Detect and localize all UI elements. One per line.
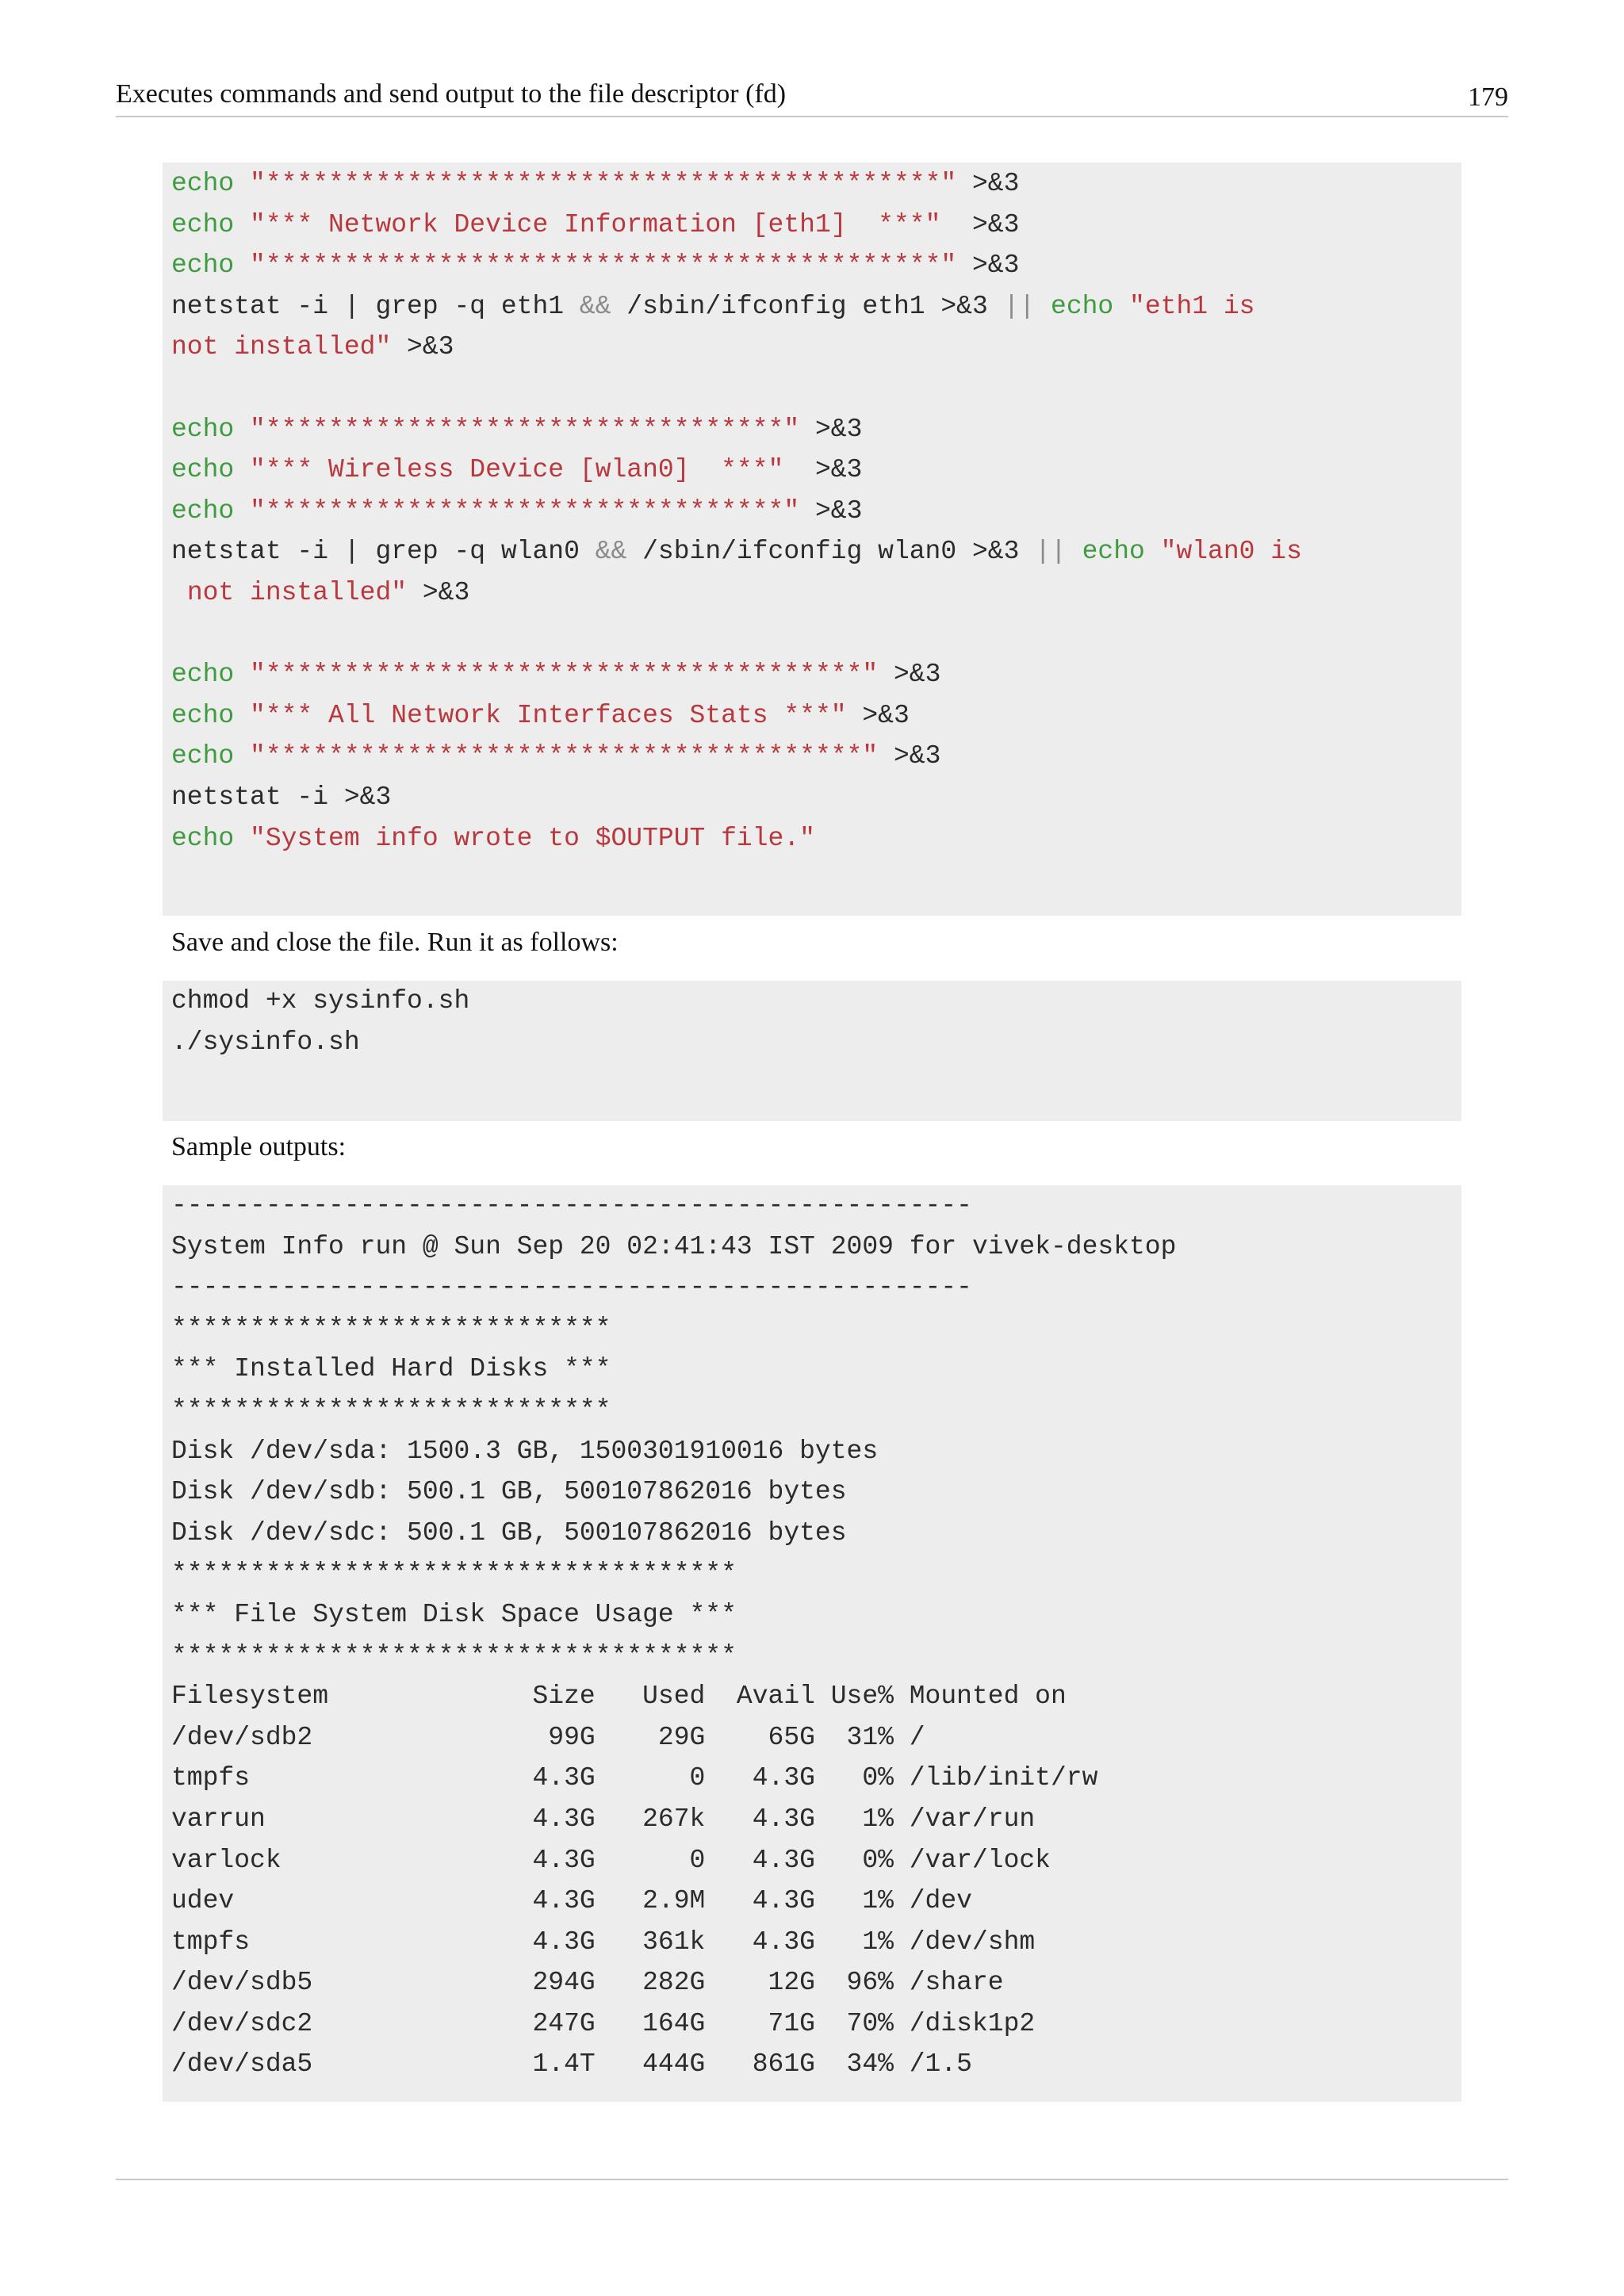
script-code-block	[163, 163, 1461, 916]
code-text: >&3	[407, 577, 470, 607]
code-string: "**************************************"	[250, 741, 879, 771]
output-line: ************************************	[171, 1559, 737, 1589]
code-keyword: echo	[171, 741, 235, 771]
code-keyword: echo	[171, 169, 235, 198]
code-text: netstat -i >&3	[171, 782, 392, 812]
running-title: Executes commands and send output to the file descriptor (fd)	[116, 79, 787, 109]
code-keyword: echo	[171, 414, 235, 444]
output-line: varlock 4.3G 0 4.3G 0% /var/lock	[171, 1845, 1051, 1875]
code-text	[234, 741, 250, 771]
code-text: >&3	[799, 414, 863, 444]
code-keyword: echo	[171, 496, 235, 526]
code-string: "wlan0 is	[1160, 537, 1302, 567]
code-string: "*** Wireless Device [wlan0] ***"	[250, 455, 784, 485]
paragraph-sample-outputs: Sample outputs:	[171, 1132, 347, 1161]
code-keyword: echo	[171, 823, 235, 853]
code-text: >&3	[956, 251, 1020, 281]
output-line: udev 4.3G 2.9M 4.3G 1% /dev	[171, 1886, 972, 1916]
code-line	[171, 450, 1461, 491]
code-text	[234, 210, 250, 239]
code-text	[234, 415, 250, 444]
code-line	[171, 491, 1461, 532]
code-text: >&3	[846, 700, 910, 730]
code-line	[171, 531, 1461, 572]
code-string: "*********************************"	[250, 496, 800, 526]
output-line: *** File System Disk Space Usage ***	[171, 1599, 737, 1629]
command-line: chmod +x sysinfo.sh	[171, 986, 470, 1016]
code-text	[1113, 292, 1129, 321]
footer-rule	[116, 2179, 1508, 2180]
code-keyword: echo	[171, 660, 235, 690]
code-string: "*** All Network Interfaces Stats ***"	[250, 700, 847, 730]
output-line: varrun 4.3G 267k 4.3G 1% /var/run	[171, 1804, 1036, 1834]
code-string: "*******************************************"	[250, 169, 957, 198]
code-string: not installed"	[186, 577, 408, 607]
code-text	[1145, 537, 1161, 566]
code-keyword: echo	[171, 251, 235, 281]
code-text	[1035, 292, 1051, 321]
run-commands-code-block	[163, 981, 1461, 1121]
code-line	[171, 654, 1461, 695]
code-line	[171, 368, 1461, 409]
output-line: /dev/sdc2 247G 164G 71G 70% /disk1p2	[171, 2008, 1036, 2038]
code-text	[234, 455, 250, 484]
code-operator: &&	[595, 537, 627, 567]
output-line: /dev/sdb2 99G 29G 65G 31% /	[171, 1722, 925, 1752]
code-string: not installed"	[171, 332, 392, 362]
code-text: >&3	[956, 169, 1020, 198]
output-line: ---------------------------------------------------	[171, 1191, 972, 1220]
output-line: /dev/sdb5 294G 282G 12G 96% /share	[171, 1968, 1004, 1998]
code-line	[171, 572, 1461, 614]
code-string: "*** Network Device Information [eth1] ***"	[250, 209, 941, 239]
output-line: Disk /dev/sdb: 500.1 GB, 500107862016 bytes	[171, 1477, 847, 1507]
code-text: >&3	[878, 741, 941, 771]
output-line: *** Installed Hard Disks ***	[171, 1354, 611, 1384]
code-operator: &&	[579, 291, 611, 321]
code-keyword: echo	[171, 455, 235, 485]
code-text: /sbin/ifconfig eth1 >&3	[611, 291, 1004, 321]
output-line: Filesystem Size Used Avail Use% Mounted on	[171, 1682, 1067, 1712]
code-keyword: echo	[1051, 291, 1114, 321]
page-number: 179	[1468, 82, 1508, 112]
output-line: ---------------------------------------------------	[171, 1272, 972, 1303]
code-line	[171, 286, 1461, 327]
code-keyword: echo	[171, 700, 235, 730]
code-line	[171, 409, 1461, 450]
code-line	[171, 777, 1461, 818]
code-line	[171, 327, 1461, 368]
code-operator: ||	[1003, 291, 1036, 321]
code-text	[171, 578, 187, 607]
output-line: ************************************	[171, 1640, 737, 1670]
code-operator: ||	[1035, 537, 1067, 567]
output-line: ****************************	[171, 1313, 611, 1343]
code-line	[171, 163, 1461, 205]
code-text	[1067, 537, 1082, 566]
page-header	[116, 76, 1508, 117]
code-text	[234, 701, 250, 730]
code-string: "**************************************"	[250, 660, 879, 690]
code-text: netstat -i | grep -q eth1	[171, 291, 580, 321]
code-line	[171, 736, 1461, 777]
code-text: >&3	[940, 209, 1020, 239]
code-string: "*******************************************"	[250, 251, 957, 281]
code-text	[234, 824, 250, 853]
code-string: "eth1 is	[1129, 291, 1255, 321]
code-text	[234, 169, 250, 198]
code-text: netstat -i | grep -q wlan0	[171, 537, 596, 567]
code-text: >&3	[799, 496, 863, 526]
code-keyword: echo	[1082, 537, 1145, 567]
paragraph-save-instructions: Save and close the file. Run it as follows:	[171, 928, 619, 957]
output-line: tmpfs 4.3G 361k 4.3G 1% /dev/shm	[171, 1927, 1036, 1957]
code-text: >&3	[783, 455, 863, 485]
output-line: ****************************	[171, 1395, 611, 1425]
output-line: Disk /dev/sda: 1500.3 GB, 1500301910016 bytes	[171, 1436, 879, 1466]
code-line	[171, 695, 1461, 737]
code-line	[171, 245, 1461, 286]
command-line: ./sysinfo.sh	[171, 1027, 360, 1057]
code-text: >&3	[391, 332, 454, 362]
code-text: >&3	[878, 660, 941, 690]
code-line	[171, 818, 1461, 859]
code-text	[234, 251, 250, 280]
code-string: "*********************************"	[250, 414, 800, 444]
code-text: /sbin/ifconfig wlan0 >&3	[626, 537, 1036, 567]
output-line: tmpfs 4.3G 0 4.3G 0% /lib/init/rw	[171, 1763, 1098, 1793]
output-line: System Info run @ Sun Sep 20 02:41:43 IST 2009 for vivek-desktop	[171, 1231, 1177, 1261]
code-line	[171, 205, 1461, 246]
output-line: Disk /dev/sdc: 500.1 GB, 500107862016 bytes	[171, 1517, 847, 1548]
code-text	[234, 660, 250, 689]
output-line: /dev/sda5 1.4T 444G 861G 34% /1.5	[171, 2049, 972, 2080]
code-keyword: echo	[171, 209, 235, 239]
code-text	[234, 496, 250, 526]
code-string: "System info wrote to $OUTPUT file."	[250, 823, 815, 853]
sample-output-code-block	[163, 1185, 1461, 2102]
code-line	[171, 614, 1461, 655]
